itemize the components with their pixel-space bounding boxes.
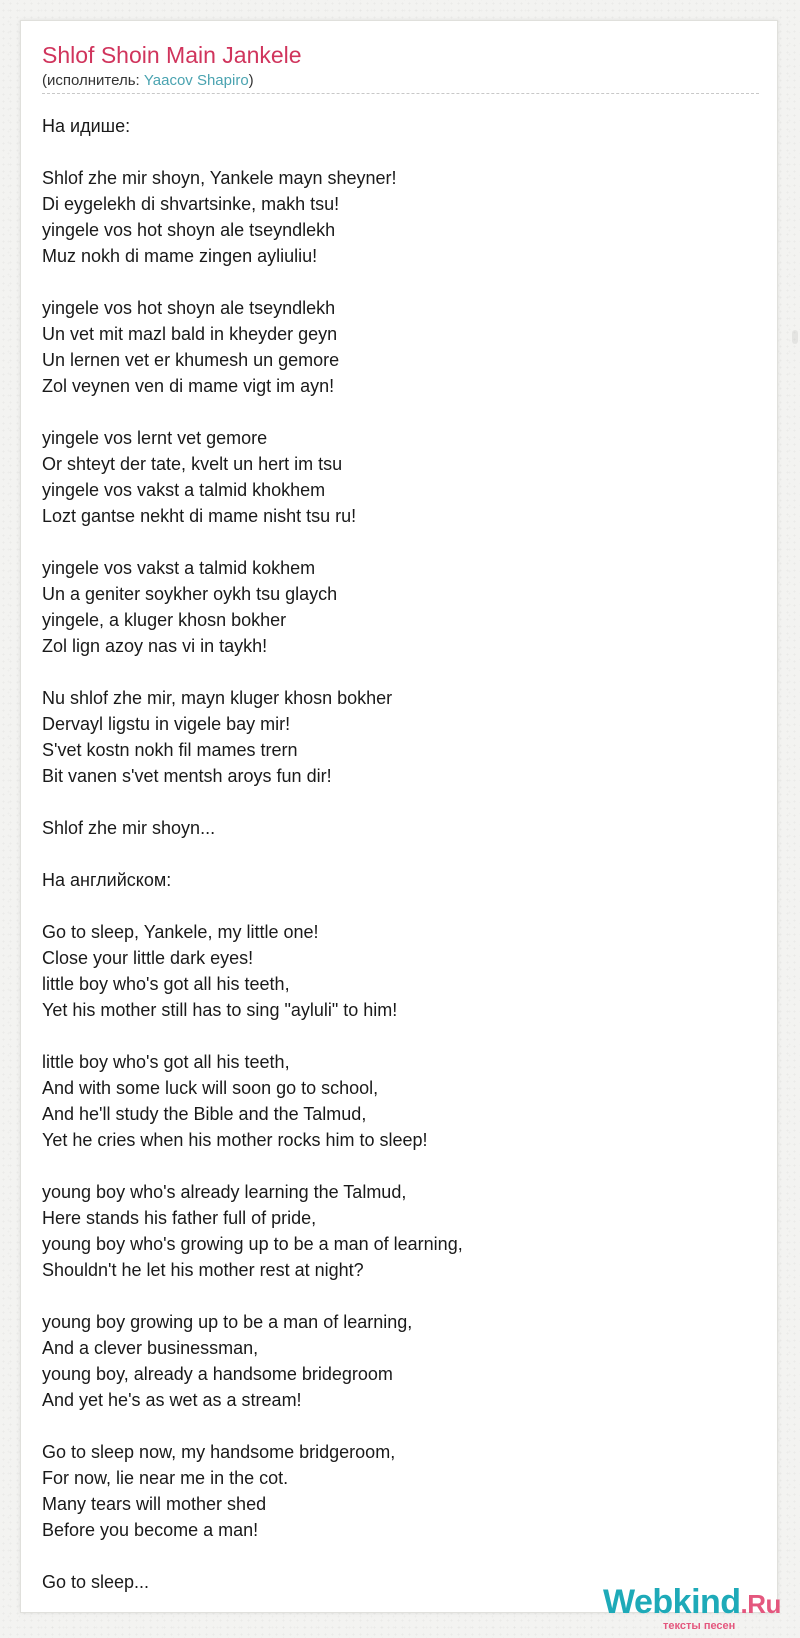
lyric-line: young boy who's already learning the Talmud, (42, 1182, 407, 1202)
lyric-line: Yet he cries when his mother rocks him to sleep! (42, 1130, 428, 1150)
lyric-line: Shouldn't he let his mother rest at night? (42, 1260, 364, 1280)
lyric-line: Go to sleep, Yankele, my little one! (42, 922, 319, 942)
lyric-line: Zol lign azoy nas vi in taykh! (42, 636, 268, 656)
lyric-blank-line (42, 789, 742, 815)
lyric-line: And he'll study the Bible and the Talmud, (42, 1104, 367, 1124)
lyric-line: yingele vos hot shoyn ale tseyndlekh (42, 220, 336, 240)
lyric-line: Many tears will mother shed (42, 1494, 267, 1514)
lyric-blank-line (42, 1543, 742, 1569)
lyric-line: For now, lie near me in the cot. (42, 1468, 289, 1488)
lyric-line: And with some luck will soon go to school, (42, 1078, 379, 1098)
lyric-line: yingele, a kluger khosn bokher (42, 610, 287, 630)
lyric-line: Lozt gantse nekht di mame nisht tsu ru! (42, 506, 357, 526)
artist-line (42, 72, 254, 90)
lyric-line: Here stands his father full of pride, (42, 1208, 317, 1228)
lyric-line: Di eygelekh di shvartsinke, makh tsu! (42, 194, 340, 214)
lyric-blank-line (42, 139, 742, 165)
lyric-line: young boy, already a handsome bridegroom (42, 1364, 393, 1384)
site-logo[interactable] (603, 1584, 793, 1632)
lyric-line: Or shteyt der tate, kvelt un hert im tsu (42, 454, 343, 474)
lyric-line: Shlof zhe mir shoyn, Yankele mayn sheyner! (42, 168, 397, 188)
lyric-line: Go to sleep now, my handsome bridgeroom, (42, 1442, 396, 1462)
lyric-blank-line (42, 529, 742, 555)
lyric-line: Close your little dark eyes! (42, 948, 254, 968)
logo-tagline: тексты песен (663, 1620, 736, 1632)
lyric-blank-line (42, 659, 742, 685)
lyric-blank-line (42, 893, 742, 919)
lyric-line: Go to sleep... (42, 1572, 150, 1592)
lyric-line: yingele vos lernt vet gemore (42, 428, 268, 448)
artist-link[interactable]: Yaacov Shapiro (143, 72, 249, 89)
lyric-line: little boy who's got all his teeth, (42, 1052, 290, 1072)
song-title: Shlof Shoin Main Jankele (42, 42, 302, 68)
lyric-line: Nu shlof zhe mir, mayn kluger khosn bokher (42, 688, 393, 708)
lyric-line: And yet he's as wet as a stream! (42, 1390, 302, 1410)
lyric-line: Un vet mit mazl bald in kheyder geyn (42, 324, 338, 344)
lyric-line: Yet his mother still has to sing "ayluli" to him! (42, 1000, 398, 1020)
lyric-line: Un lernen vet er khumesh un gemore (42, 350, 340, 370)
lyric-blank-line (42, 269, 742, 295)
lyric-line: And a clever businessman, (42, 1338, 259, 1358)
lyric-blank-line (42, 1413, 742, 1439)
lyric-line: yingele vos vakst a talmid kokhem (42, 558, 316, 578)
logo-main-text: Webkind (603, 1583, 741, 1621)
lyric-line: Zol veynen ven di mame vigt im ayn! (42, 376, 335, 396)
artist-suffix: ) (248, 72, 254, 89)
artist-prefix: (исполнитель: (42, 72, 144, 89)
lyrics-text (42, 113, 742, 1595)
lyric-line: young boy who's growing up to be a man of learning, (42, 1234, 463, 1254)
lyric-line: little boy who's got all his teeth, (42, 974, 290, 994)
lyric-blank-line (42, 841, 742, 867)
lyric-line: Dervayl ligstu in vigele bay mir! (42, 714, 291, 734)
lyric-line: Before you become a man! (42, 1520, 259, 1540)
lyric-line: yingele vos vakst a talmid khokhem (42, 480, 326, 500)
lyric-line: На идише: (42, 116, 131, 136)
lyric-blank-line (42, 399, 742, 425)
lyric-line: На английском: (42, 870, 172, 890)
lyric-line: Un a geniter soykher oykh tsu glaych (42, 584, 338, 604)
lyric-line: Bit vanen s'vet mentsh aroys fun dir! (42, 766, 332, 786)
lyric-line: young boy growing up to be a man of learning, (42, 1312, 413, 1332)
lyric-line: yingele vos hot shoyn ale tseyndlekh (42, 298, 336, 318)
logo-suffix-text: .Ru (740, 1589, 781, 1619)
lyric-blank-line (42, 1283, 742, 1309)
lyric-blank-line (42, 1023, 742, 1049)
lyric-line: Muz nokh di mame zingen ayliuliu! (42, 246, 318, 266)
lyric-blank-line (42, 1153, 742, 1179)
lyric-line: S'vet kostn nokh fil mames trern (42, 740, 298, 760)
lyric-line: Shlof zhe mir shoyn... (42, 818, 216, 838)
lyrics-card (20, 20, 781, 1632)
page-edge-mark (792, 330, 798, 344)
header-divider (42, 93, 759, 94)
logo-wordmark (603, 1584, 781, 1622)
